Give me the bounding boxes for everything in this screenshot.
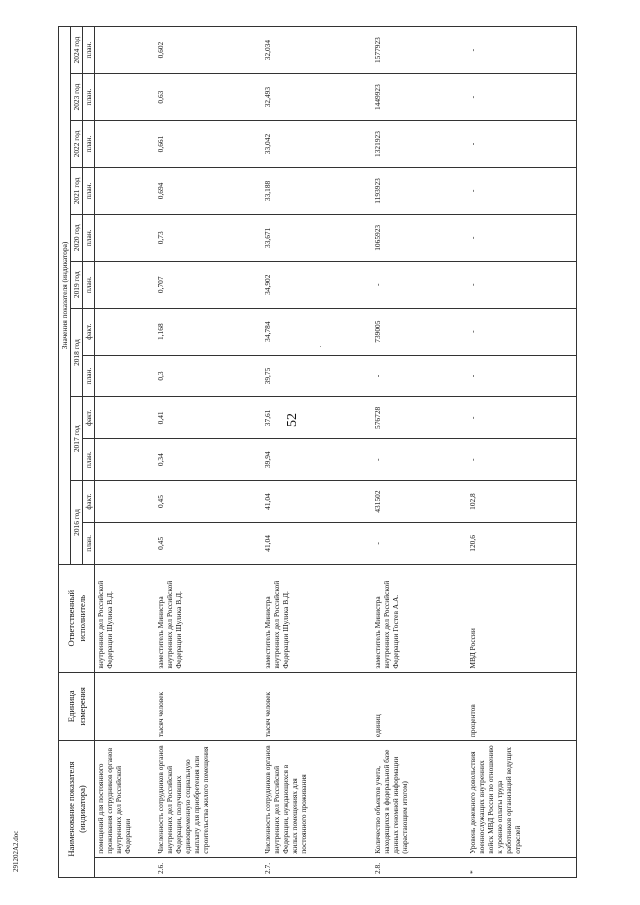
- table-row: [155, 27, 262, 878]
- value-cell: 0,694: [155, 167, 262, 214]
- header-year-2024: 2024 год: [71, 27, 83, 74]
- indicator-name: Уровень денежного довольствия военнослужащих внутренних войск МВД России по отношению к уровню оплаты труда работников организаций ведущих отраслей: [467, 741, 577, 858]
- header-fact: факт.: [83, 481, 95, 523]
- rotated-table-container: [58, 26, 584, 878]
- table-row: [95, 27, 155, 878]
- indicator-name: Количество объектов учета, находящихся в федеральной базе данных геномной информации (нарастающим итогом): [372, 741, 467, 858]
- header-plan: план.: [83, 214, 95, 261]
- value-cell: 33,671: [262, 214, 372, 261]
- value-cell: [95, 522, 155, 564]
- value-cell: 0,602: [155, 27, 262, 74]
- value-cell: [95, 439, 155, 481]
- row-number: *: [467, 857, 577, 877]
- row-number: 2.6.: [155, 857, 262, 877]
- value-cell: [95, 261, 155, 308]
- value-cell: [95, 397, 155, 439]
- value-cell: 33,188: [262, 167, 372, 214]
- value-cell: -: [467, 397, 577, 439]
- responsible-cell: заместитель Министра внутренних дел Российской Федерации Гостев А.А.: [372, 564, 467, 672]
- value-cell: 0,45: [155, 522, 262, 564]
- value-cell: 39,75: [262, 355, 372, 397]
- value-cell: 1321923: [372, 121, 467, 168]
- value-cell: [95, 214, 155, 261]
- header-fact: факт.: [83, 397, 95, 439]
- value-cell: -: [467, 439, 577, 481]
- value-cell: 32,493: [262, 74, 372, 121]
- value-cell: -: [467, 261, 577, 308]
- footer-filename: 291202A2.doc: [12, 830, 20, 872]
- row-number: 2.7.: [262, 857, 372, 877]
- page-number: 52: [285, 413, 300, 427]
- header-fact: факт.: [83, 308, 95, 355]
- value-cell: 739005: [372, 308, 467, 355]
- value-cell: 37,61: [262, 397, 372, 439]
- header-plan: план.: [83, 121, 95, 168]
- header-year-2022: 2022 год: [71, 121, 83, 168]
- value-cell: 0,3: [155, 355, 262, 397]
- indicator-name: Численность сотрудников органов внутренних дел Российской Федерации, нуждающихся в жилых помещениях для постоянного проживания: [262, 741, 372, 858]
- value-cell: 0,707: [155, 261, 262, 308]
- value-cell: -: [467, 308, 577, 355]
- value-cell: [95, 74, 155, 121]
- responsible-cell: МВД России: [467, 564, 577, 672]
- header-year-2023: 2023 год: [71, 74, 83, 121]
- table-row: [467, 27, 577, 878]
- responsible-cell: заместитель Министра внутренних дел Российской Федерации Шулика В.Д.: [155, 564, 262, 672]
- indicator-name: помещений для постоянного проживания сотрудников органов внутренних дел Российской Федерации: [95, 741, 155, 858]
- header-name: Наименование показателя (индикатора): [59, 741, 95, 878]
- header-year-2020: 2020 год: [71, 214, 83, 261]
- responsible-cell: внутренних дел Российской Федерации Шулика В.Д.: [95, 564, 155, 672]
- responsible-cell: заместитель Министра внутренних дел Российской Федерации Шулика В.Д.: [262, 564, 372, 672]
- value-cell: -: [372, 261, 467, 308]
- header-responsible: Ответственный исполнитель: [59, 564, 95, 672]
- table-body: [95, 27, 577, 878]
- value-cell: 431502: [372, 481, 467, 523]
- value-cell: 0,34: [155, 439, 262, 481]
- value-cell: 39,94: [262, 439, 372, 481]
- header-plan: план.: [83, 261, 95, 308]
- value-cell: 34,902: [262, 261, 372, 308]
- value-cell: 1449923: [372, 74, 467, 121]
- unit-cell: тысяч человек: [262, 672, 372, 740]
- header-values-group: Значения показателя (индикатора): [59, 27, 71, 565]
- table-row: [262, 27, 372, 878]
- header-plan: план.: [83, 355, 95, 397]
- value-cell: 102,8: [467, 481, 577, 523]
- value-cell: [95, 121, 155, 168]
- value-cell: -: [372, 522, 467, 564]
- value-cell: 33,042: [262, 121, 372, 168]
- value-cell: 1065923: [372, 214, 467, 261]
- value-cell: 576728: [372, 397, 467, 439]
- header-plan: план.: [83, 167, 95, 214]
- header-plan: план.: [83, 74, 95, 121]
- value-cell: 1,168: [155, 308, 262, 355]
- header-plan: план.: [83, 439, 95, 481]
- value-cell: 1577923: [372, 27, 467, 74]
- header-plan: план.: [83, 522, 95, 564]
- value-cell: -: [467, 74, 577, 121]
- header-plan: план.: [83, 27, 95, 74]
- value-cell: 0,45: [155, 481, 262, 523]
- value-cell: 41,04: [262, 522, 372, 564]
- value-cell: -: [372, 355, 467, 397]
- unit-cell: единиц: [372, 672, 467, 740]
- value-cell: 34,784: [262, 308, 372, 355]
- value-cell: -: [467, 167, 577, 214]
- value-cell: 41,04: [262, 481, 372, 523]
- value-cell: -: [467, 214, 577, 261]
- value-cell: [95, 308, 155, 355]
- value-cell: 32,034: [262, 27, 372, 74]
- table-row: [372, 27, 467, 878]
- value-cell: -: [372, 439, 467, 481]
- unit-cell: [95, 672, 155, 740]
- header-year-2016: 2016 год: [71, 481, 83, 565]
- value-cell: [95, 27, 155, 74]
- value-cell: 0,41: [155, 397, 262, 439]
- value-cell: 0,63: [155, 74, 262, 121]
- unit-cell: тысяч человек: [155, 672, 262, 740]
- indicator-name: Численность сотрудников органов внутренних дел Российской Федерации, получивших единовременную социальную выплату для приобретения или строительства жилого помещения: [155, 741, 262, 858]
- value-cell: 0,661: [155, 121, 262, 168]
- value-cell: [95, 355, 155, 397]
- header-year-2017: 2017 год: [71, 397, 83, 481]
- value-cell: 1193923: [372, 167, 467, 214]
- value-cell: [95, 481, 155, 523]
- value-cell: [95, 167, 155, 214]
- value-cell: -: [467, 355, 577, 397]
- header-year-2018: 2018 год: [71, 308, 83, 397]
- value-cell: 120,6: [467, 522, 577, 564]
- indicator-table: [58, 26, 577, 878]
- row-number: 2.8.: [372, 857, 467, 877]
- header-year-2021: 2021 год: [71, 167, 83, 214]
- value-cell: 0,73: [155, 214, 262, 261]
- header-unit: Единица измерения: [59, 672, 95, 740]
- value-cell: -: [467, 27, 577, 74]
- unit-cell: процентов: [467, 672, 577, 740]
- header-year-2019: 2019 год: [71, 261, 83, 308]
- value-cell: -: [467, 121, 577, 168]
- row-number: [95, 857, 155, 877]
